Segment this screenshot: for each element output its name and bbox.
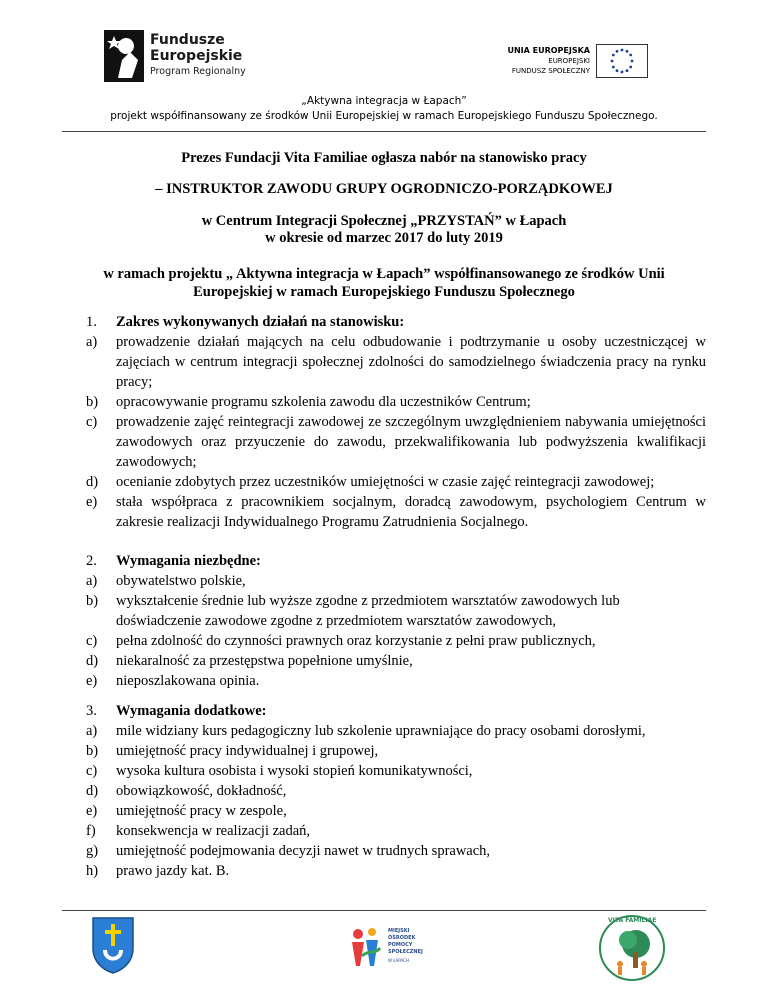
fe-logo-line2: Europejskie bbox=[150, 48, 243, 64]
vita-familiae-text: VITA FAMILIAE bbox=[608, 917, 657, 924]
item-text: ocenianie zdobytych przez uczestników umiejętności w czasie zajęć reintegracji zawodowej; bbox=[116, 474, 655, 490]
mops-line5: W ŁAPACH bbox=[388, 958, 409, 963]
item-text: umiejętność podejmowania decyzji nawet w trudnych sprawach, bbox=[116, 843, 491, 859]
header-divider bbox=[62, 131, 706, 132]
list-item bbox=[86, 861, 706, 881]
item-text: konsekwencja w realizacji zadań, bbox=[116, 823, 311, 839]
project-title: „Aktywna integracja w Łapach” bbox=[301, 95, 467, 107]
list-item bbox=[86, 801, 706, 821]
coat-of-arms-icon bbox=[91, 916, 135, 974]
list-item bbox=[86, 631, 706, 651]
cofinancing-note: projekt współfinansowany ze środków Unii Europejskiej w ramach Europejskiego Funduszu Społecznego. bbox=[110, 110, 658, 122]
item-text: obowiązkowość, dokładność, bbox=[116, 783, 287, 799]
section-3-list bbox=[86, 721, 706, 881]
list-item bbox=[86, 821, 706, 841]
fe-logo-line1: Fundusze bbox=[150, 32, 225, 48]
list-item bbox=[86, 781, 706, 801]
intro-project-line2: Europejskiej w ramach Europejskiego Funduszu Społecznego bbox=[193, 284, 575, 300]
section-2-list bbox=[86, 571, 706, 691]
section-3-number: 3. bbox=[86, 703, 97, 719]
list-item bbox=[86, 741, 706, 761]
item-text: pełna zdolność do czynności prawnych oraz korzystanie z pełni praw publicznych, bbox=[116, 633, 596, 649]
list-item bbox=[86, 651, 706, 671]
list-item bbox=[86, 761, 706, 781]
item-letter: e) bbox=[86, 494, 98, 510]
list-item bbox=[86, 841, 706, 861]
item-letter: e) bbox=[86, 803, 98, 819]
item-letter: a) bbox=[86, 723, 98, 739]
item-text: mile widziany kurs pedagogiczny lub szkolenie uprawniające do pracy osobami dorosłymi, bbox=[116, 723, 646, 739]
item-text: prawo jazdy kat. B. bbox=[116, 863, 230, 879]
mops-line4: SPOŁECZNEJ bbox=[388, 949, 423, 955]
item-letter: f) bbox=[86, 823, 96, 839]
list-item bbox=[86, 721, 706, 741]
item-letter: b) bbox=[86, 593, 99, 609]
item-text: niekaralność za przestępstwa popełnione umyślnie, bbox=[116, 653, 413, 669]
section-2-title: Wymagania niezbędne: bbox=[116, 553, 261, 569]
item-letter: b) bbox=[86, 743, 99, 759]
item-text: prowadzenie działań mających na celu odbudowanie i podtrzymanie u osoby uczestniczącej w zajęciach w centrum integracji społecznej zdolności do samodzielnego świadczenia pracy na rynku pracy; bbox=[116, 334, 706, 390]
item-letter: d) bbox=[86, 653, 99, 669]
list-item bbox=[86, 332, 706, 392]
section-1-list bbox=[86, 332, 706, 532]
item-text: umiejętność pracy indywidualnej i grupowej, bbox=[116, 743, 379, 759]
item-text: wysoka kultura osobista i wysoki stopień komunikatywności, bbox=[116, 763, 473, 779]
list-item bbox=[86, 392, 706, 412]
section-1-number: 1. bbox=[86, 314, 97, 330]
mops-logo bbox=[348, 920, 428, 974]
intro-centre: w Centrum Integracji Społecznej „PRZYSTAŃ” w Łapach bbox=[201, 213, 567, 229]
intro-announcement: Prezes Fundacji Vita Familiae ogłasza nabór na stanowisko pracy bbox=[181, 150, 587, 166]
item-letter: e) bbox=[86, 673, 98, 689]
fe-star-figure-icon bbox=[104, 30, 144, 82]
vita-familiae-tree-icon bbox=[596, 914, 668, 982]
eu-logo-line2: EUROPEJSKI bbox=[548, 57, 590, 65]
item-text: stała współpraca z pracownikiem socjalnym, doradcą zawodowym, psychologiem Centrum w zakresie realizacji Indywidualnego Programu Zatrudnienia Socjalnego. bbox=[116, 494, 706, 530]
intro-project-line1: w ramach projektu „ Aktywna integracja w Łapach” współfinansowanego ze środków Unii bbox=[103, 266, 665, 282]
fundusze-europejskie-logo bbox=[104, 30, 264, 82]
item-letter: d) bbox=[86, 474, 99, 490]
item-letter: a) bbox=[86, 334, 98, 350]
item-letter: c) bbox=[86, 414, 98, 430]
fe-logo-line3: Program Regionalny bbox=[150, 66, 246, 77]
list-item bbox=[86, 472, 706, 492]
mops-line1: MIEJSKI bbox=[388, 928, 410, 934]
eu-flag-icon bbox=[596, 44, 648, 78]
item-letter: c) bbox=[86, 763, 98, 779]
eu-logo bbox=[490, 44, 650, 78]
intro-period: w okresie od marzec 2017 do luty 2019 bbox=[265, 230, 503, 246]
item-letter: g) bbox=[86, 843, 99, 859]
item-letter: d) bbox=[86, 783, 99, 799]
eu-logo-line1: UNIA EUROPEJSKA bbox=[507, 46, 590, 55]
item-text: umiejętność pracy w zespole, bbox=[116, 803, 287, 819]
item-text: wykształcenie średnie lub wyższe zgodne z przedmiotem warsztatów zawodowych lub doświadczenie zawodowe zgodne z przedmiotem warsztatów zawodowych, bbox=[116, 593, 620, 629]
mops-figures-icon bbox=[348, 926, 384, 970]
intro-position-title: – INSTRUKTOR ZAWODU GRUPY OGRODNICZO-PORZĄDKOWEJ bbox=[155, 181, 613, 197]
mops-line2: OŚRODEK bbox=[388, 935, 416, 941]
list-item bbox=[86, 671, 706, 691]
item-letter: c) bbox=[86, 633, 98, 649]
item-letter: b) bbox=[86, 394, 99, 410]
list-item bbox=[86, 571, 706, 591]
mops-line3: POMOCY bbox=[388, 942, 413, 948]
list-item bbox=[86, 591, 706, 631]
footer-divider bbox=[62, 910, 706, 911]
item-text: nieposzlakowana opinia. bbox=[116, 673, 260, 689]
item-text: prowadzenie zajęć reintegracji zawodowej ze szczególnym uwzględnieniem nabywania umiejętności zawodowych oraz przyuczenie do zawodu, przekwalifikowania lub podwyższenia kwalifikacji zawodowych; bbox=[116, 414, 706, 470]
item-text: opracowywanie programu szkolenia zawodu dla uczestników Centrum; bbox=[116, 394, 531, 410]
list-item bbox=[86, 412, 706, 472]
section-3-title: Wymagania dodatkowe: bbox=[116, 703, 267, 719]
list-item bbox=[86, 492, 706, 532]
section-1-title: Zakres wykonywanych działań na stanowisku: bbox=[116, 314, 405, 330]
vita-familiae-logo bbox=[596, 914, 668, 982]
item-letter: a) bbox=[86, 573, 98, 589]
section-2-number: 2. bbox=[86, 553, 97, 569]
eu-logo-line3: FUNDUSZ SPOŁECZNY bbox=[511, 67, 590, 75]
item-text: obywatelstwo polskie, bbox=[116, 573, 246, 589]
item-letter: h) bbox=[86, 863, 99, 879]
